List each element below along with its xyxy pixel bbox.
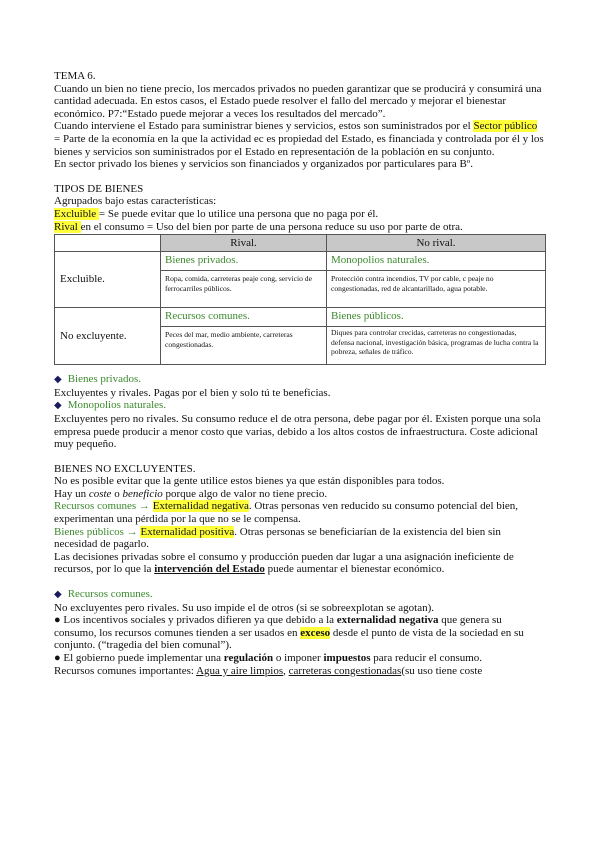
highlight-externalidad-positiva: Externalidad positiva (140, 525, 235, 538)
heading-monopolios (54, 399, 546, 413)
text-carreteras: carreteras congestionadas (288, 664, 402, 677)
text-recursos-1: No excluyentes pero rivales. Su uso impide el de otros (si se sobreexplotan se agotan). (54, 601, 435, 614)
text-publicos-externalidad (54, 526, 546, 551)
text-beneficio: beneficio (122, 487, 163, 500)
text: Hay un (54, 487, 89, 500)
heading-bienes-privados (54, 373, 546, 387)
table-corner (55, 235, 161, 252)
text-bienes-privados: Excluyentes y rivales. Pagas por el bien y solo tú te beneficias. (54, 386, 331, 399)
label-bienes-publicos: Bienes públicos → (54, 525, 138, 538)
cell-body: Peces del mar, medio ambiente, carreteras congestionadas. (165, 330, 293, 349)
row-header-no-excluyente: No excluyente. (55, 308, 161, 365)
highlight-externalidad-negativa: Externalidad negativa (152, 500, 249, 513)
cell-bienes-privados (161, 252, 327, 308)
text: o (111, 487, 123, 500)
text: . Otras personas se beneficiarían de la existencia del bien sin necesidad de pagarlo. (54, 525, 501, 551)
text-no-excl-1: No es posible evitar que la gente utilice estos bienes ya que están disponibles para todos. (54, 475, 445, 488)
text: Cuando interviene el Estado para suministrar bienes y servicios, estos son suministrados por el (54, 120, 471, 133)
text-recursos-externalidad (54, 500, 546, 525)
text-decisiones (54, 551, 546, 576)
cell-title: Bienes públicos. (327, 308, 545, 327)
def-excluible (54, 208, 546, 221)
text: que genera su consumo, los recursos comunes tienden a ser usados en (54, 614, 502, 639)
diamond-bullet-icon: ◆ (54, 589, 62, 601)
cell-monopolios-naturales (327, 252, 546, 308)
text: desde el punto de vista de la sociedad en su conjunto. (“tragedia del bien comunal”). (54, 626, 524, 652)
diamond-bullet-icon: ◆ (54, 400, 62, 412)
text-agrupados: Agrupados bajo estas características: (54, 195, 217, 208)
diamond-bullet-icon: ◆ (54, 374, 62, 386)
text-monopolios: Excluyentes pero no rivales. Su consumo reduce el de otra persona, debe pagar por él. Existen porque una sola empresa puede producir a menor costo que varias, debido a los altos costos de infraestructura. Coste adicional muy pequeño. (54, 412, 541, 451)
cell-body: Ropa, comida, carreteras peaje cong, servicio de ferrocarriles públicos. (165, 274, 312, 293)
highlight-exceso: exceso (300, 626, 331, 639)
text: Las decisiones privadas sobre el consumo y producción pueden dar lugar a una asignación ineficiente de recursos, por lo que la (54, 550, 514, 576)
text-recursos-3 (54, 652, 546, 665)
document-page (54, 70, 546, 677)
text-coste: coste (88, 487, 112, 500)
text-externalidad-negativa: externalidad negativa (336, 614, 439, 627)
cell-recursos-comunes (161, 308, 327, 365)
text-intervencion-estado: intervención del Estado (154, 563, 265, 576)
text-recursos-4 (54, 665, 546, 678)
highlight-sector-publico: Sector público (473, 120, 538, 133)
heading-recursos-comunes (54, 588, 546, 602)
text: ● Los incentivos sociales y privados difieren ya que debido a la (54, 614, 337, 627)
subtitle: Bienes privados. (67, 373, 142, 386)
paragraph-sector-publico (54, 120, 546, 158)
cell-body: Protección contra incendios, TV por cable, c peaje no congestionadas, red de alcantarillado, agua potable. (331, 274, 494, 293)
subtitle: Recursos comunes. (67, 588, 153, 601)
text: , (283, 664, 289, 677)
subtitle: Monopolios naturales. (67, 399, 167, 412)
heading-tema: TEMA 6. (54, 70, 96, 82)
row-header-excluible: Excluible. (55, 252, 161, 308)
cell-body: Diques para controlar crecidas, carreteras no congestionadas, defensa nacional, investigación básica, programas de lucha contra la pobreza, señales de tráfico. (331, 328, 539, 356)
text-recursos-2 (54, 614, 546, 652)
text: = Se puede evitar que lo utilice una persona que no paga por él. (98, 207, 379, 220)
heading-tipos: TIPOS DE BIENES (54, 182, 144, 195)
col-header-no-rival: No rival. (327, 235, 546, 252)
label-recursos-comunes: Recursos comunes → (54, 500, 150, 513)
text: o imponer (273, 652, 324, 664)
col-header-rival: Rival. (161, 235, 327, 252)
text: . Otras personas ven reducido su consumo potencial del bien, experimentan una pérdida por la que no se le compensa. (54, 500, 519, 526)
cell-title: Bienes privados. (161, 252, 326, 271)
text: = Parte de la economía en la que la actividad ec es propiedad del Estado, es financiada y controlada por él y los bienes y servicios son suministrados por el Estado en representación de la población en su conjunto. (54, 132, 544, 158)
text: porque algo de valor no tiene precio. (162, 487, 328, 500)
text: puede aumentar el bienestar económico. (264, 563, 445, 576)
cell-bienes-publicos (327, 308, 546, 365)
text: ● El gobierno puede implementar una (54, 652, 224, 664)
goods-table (54, 234, 546, 365)
text-regulacion: regulación (223, 652, 274, 664)
text: para reducir el consumo. (370, 652, 483, 664)
highlight-rival: Rival (54, 220, 81, 233)
text: en el consumo = Uso del bien por parte de una persona reduce su uso por parte de otra. (80, 220, 463, 233)
text: (su uso tiene coste (401, 664, 483, 677)
text: Recursos comunes importantes: (54, 664, 197, 677)
text-agua-aire: Agua y aire limpios (196, 664, 284, 677)
text-no-excl-2 (54, 488, 546, 501)
cell-title: Monopolios naturales. (327, 252, 545, 271)
highlight-excluible: Excluible (54, 207, 99, 220)
cell-title: Recursos comunes. (161, 308, 326, 327)
paragraph-intro: Cuando un bien no tiene precio, los mercados privados no pueden garantizar que se producirá y consumirá una cantidad adecuada. En estos casos, el Estado puede resolver el fallo del mercado y mejorar el bienestar económico. P7:“Estado puede mejorar a veces los resultados del mercado”. (54, 82, 542, 120)
text-impuestos: impuestos (323, 652, 371, 664)
paragraph-sector-privado: En sector privado los bienes y servicios son financiados y organizados por particulares para Bº. (54, 158, 473, 171)
def-rival (54, 221, 546, 234)
heading-no-excluyentes: BIENES NO EXCLUYENTES. (54, 462, 196, 475)
